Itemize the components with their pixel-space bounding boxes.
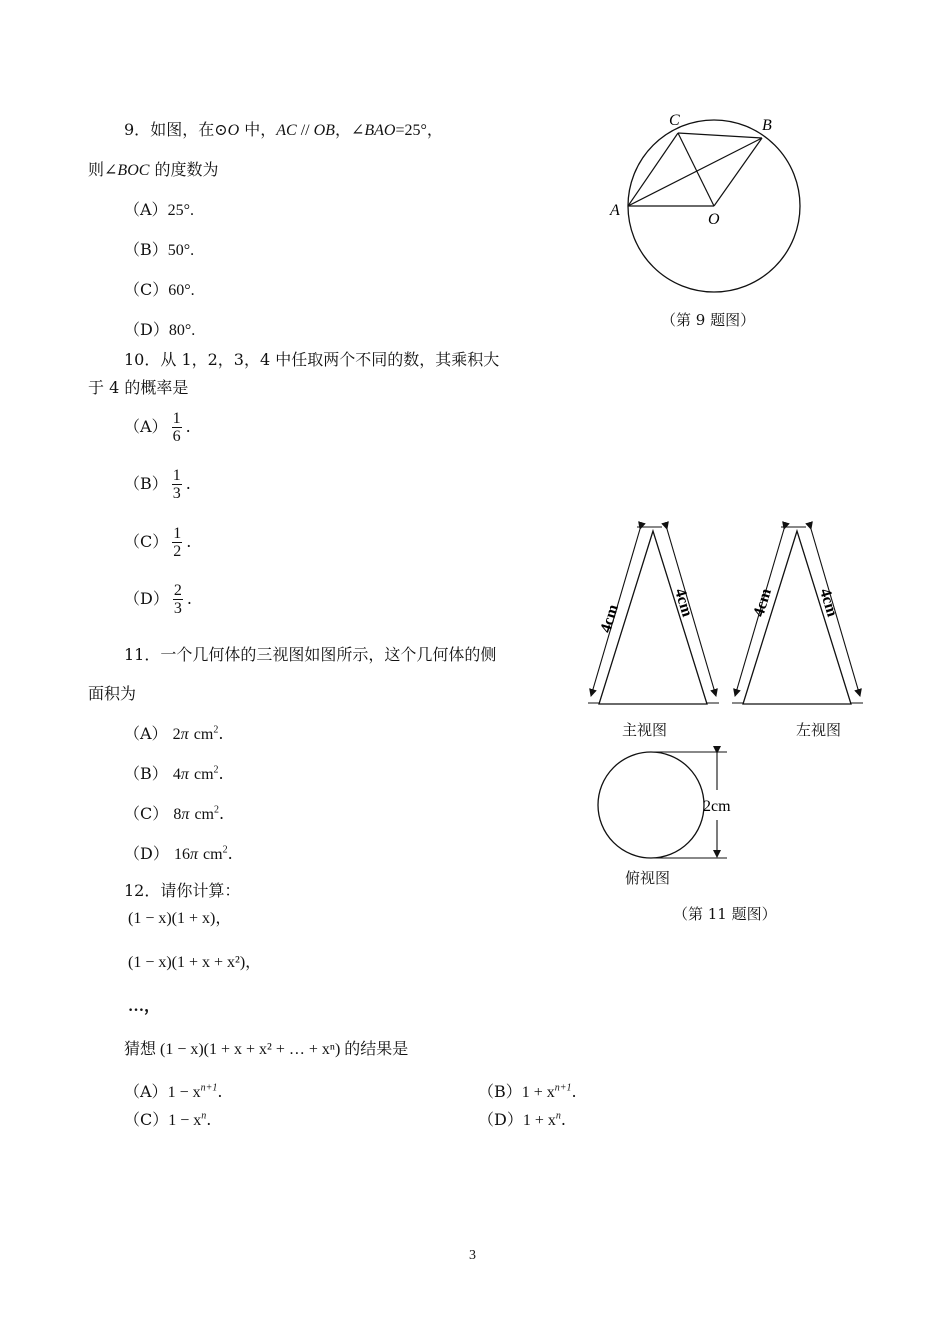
q12-title: 12．请你计算： [124,881,241,900]
q11-option-c: （C） 8π $cm^2$. [124,804,225,823]
q11-left-dim-left: 4cm [750,586,775,619]
q11-front-view-label: 主视图 [622,721,668,739]
q11-front-dim-left: 4cm [597,602,622,635]
q9-stem-line2: 则∠BOC 的度数为 [88,160,219,179]
q10-option-a: （A） $\frac{1}{6}$ . [124,410,191,445]
q11-top-dim: 2cm [703,798,731,815]
q12-option-b: $(B)1 + x^{n+1}$. [478,1082,577,1101]
q9-label-b: B [762,117,772,134]
q11-left-view-label: 左视图 [796,721,842,739]
q12-option-c: $(C)1 - x^n$. [124,1110,212,1129]
q11-option-a: （A） 2π $cm^2$. [124,724,224,743]
q12-option-d: $(D)1 + x^n$. [478,1110,566,1129]
q12-expr2: (1 − x)(1 + x + x²)， [128,954,262,971]
q11-option-b: （B） 4π $cm^2$. [124,764,224,783]
q9-option-c: （C）60°. [124,280,195,299]
page-number: 3 [469,1248,476,1263]
q11-figure-caption: （第 11 题图） [673,905,777,923]
q9-figure-caption: （第 9 题图） [661,311,756,329]
q11-top-view-label: 俯视图 [625,869,671,887]
fraction: $\frac{2}{3}$ [173,582,182,617]
q11-front-view [588,527,719,704]
q9-label-c: C [669,112,680,129]
fraction: $\frac{1}{3}$ [172,467,181,502]
q12-guess: 猜想 (1 − x)(1 + x + x² + … + xⁿ) 的结果是 [124,1039,409,1058]
q9-stem-line1: 9．如图，在⊙O 中，AC // OB，∠BAO=25°， [124,120,443,139]
q9-option-d: （D）80°. [124,320,196,339]
q11-stem-line2: 面积为 [88,684,137,703]
q12-ellipsis: …， [128,998,161,1015]
q11-option-d: （D） 16π $cm^2$. [124,844,233,863]
q11-stem-line1: 11．一个几何体的三视图如图所示，这个几何体的侧 [124,645,497,664]
q12-expr1: (1 − x)(1 + x)， [128,910,232,927]
q9-option-b: （B）50°. [124,240,195,259]
q10-option-d: （D） $\frac{2}{3}$ . [124,582,192,617]
q9-option-a: （A）25°. [124,200,194,219]
q12-option-a: $(A)1 - x^{n+1}$. [124,1082,223,1101]
q10-stem-line2: 于 4 的概率是 [88,378,189,397]
fraction: $\frac{1}{2}$ [173,525,182,560]
q10-option-b: （B） $\frac{1}{3}$ . [124,467,191,502]
q11-left-view [732,527,863,704]
q9-label-o: O [708,211,720,228]
q10-option-c: （C） $\frac{1}{2}$ . [124,525,192,560]
q10-stem-line1: 10．从 1，2，3，4 中任取两个不同的数，其乘积大 [124,350,500,369]
fraction: $\frac{1}{6}$ [172,410,181,445]
q11-left-dim-right: 4cm [816,586,841,619]
q9-label-a: A [610,202,620,219]
q11-front-dim-right: 4cm [671,586,696,619]
q11-top-view [598,752,731,858]
